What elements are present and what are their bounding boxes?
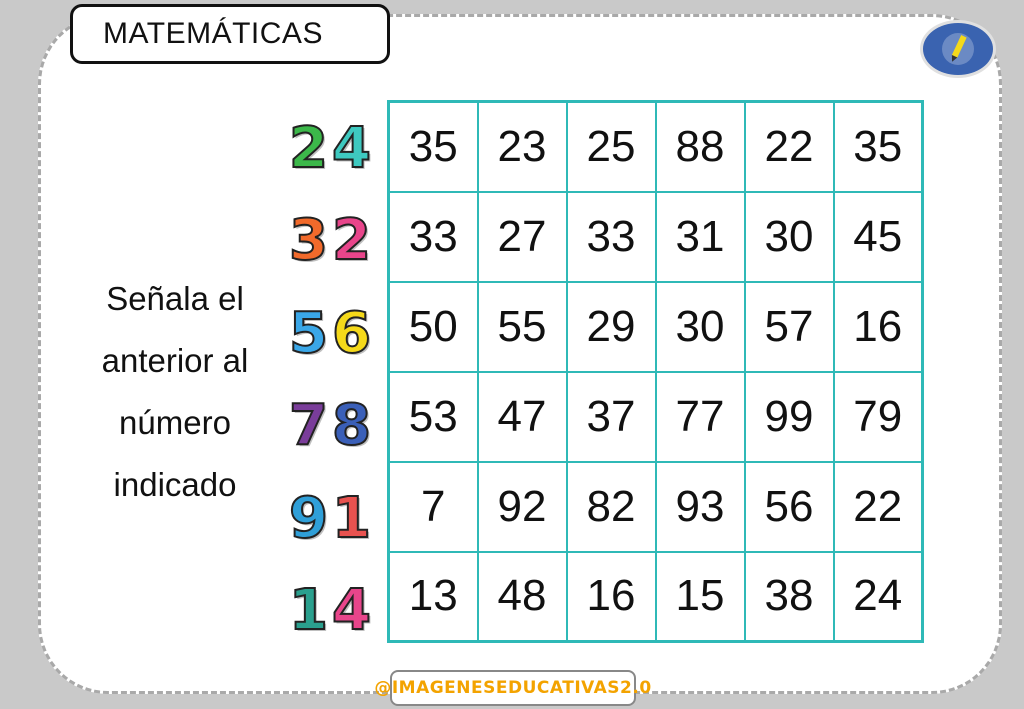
target-digit: 4: [332, 578, 371, 644]
grid-cell[interactable]: 25: [567, 102, 656, 192]
instruction-text: [70, 268, 280, 516]
grid-cell[interactable]: 37: [567, 372, 656, 462]
grid-row: [389, 102, 923, 192]
target-numbers-column: [280, 102, 380, 657]
target-digit: 2: [289, 115, 328, 181]
grid-cell[interactable]: 30: [656, 282, 745, 372]
site-logo-icon: [920, 20, 996, 78]
target-number: [280, 195, 380, 288]
instruction-line: indicado: [113, 466, 237, 503]
footer-watermark: [374, 670, 652, 706]
grid-cell[interactable]: 47: [478, 372, 567, 462]
page-title: MATEMÁTICAS: [103, 17, 323, 50]
instruction-line: anterior al: [101, 342, 249, 379]
target-digit: 6: [332, 300, 371, 366]
grid-cell[interactable]: 50: [389, 282, 478, 372]
pencil-icon: [938, 29, 978, 69]
grid-cell[interactable]: 16: [834, 282, 923, 372]
grid-cell[interactable]: 22: [745, 102, 834, 192]
target-digit: 8: [332, 393, 371, 459]
grid-cell[interactable]: 33: [567, 192, 656, 282]
grid-cell[interactable]: 53: [389, 372, 478, 462]
target-digit: 9: [289, 485, 328, 551]
grid-row: [389, 552, 923, 642]
grid-cell[interactable]: 33: [389, 192, 478, 282]
grid-cell[interactable]: 93: [656, 462, 745, 552]
grid-cell[interactable]: 79: [834, 372, 923, 462]
grid-cell[interactable]: 55: [478, 282, 567, 372]
title-box: [70, 4, 390, 64]
grid-row: [389, 192, 923, 282]
grid-row: [389, 462, 923, 552]
grid-cell[interactable]: 16: [567, 552, 656, 642]
target-digit: 7: [289, 393, 328, 459]
target-number: [280, 565, 380, 658]
target-number: [280, 102, 380, 195]
number-grid: [387, 100, 924, 643]
grid-cell[interactable]: 27: [478, 192, 567, 282]
grid-cell[interactable]: 88: [656, 102, 745, 192]
target-digit: 1: [289, 578, 328, 644]
target-number: [280, 287, 380, 380]
grid-cell[interactable]: 7: [389, 462, 478, 552]
grid-cell[interactable]: 57: [745, 282, 834, 372]
target-digit: 4: [332, 115, 371, 181]
grid-cell[interactable]: 13: [389, 552, 478, 642]
grid-cell[interactable]: 92: [478, 462, 567, 552]
grid-cell[interactable]: 56: [745, 462, 834, 552]
footer-text: @IMAGENESEDUCATIVAS2.0: [374, 678, 652, 698]
grid-cell[interactable]: 99: [745, 372, 834, 462]
grid-cell[interactable]: 31: [656, 192, 745, 282]
grid-cell[interactable]: 22: [834, 462, 923, 552]
grid-cell[interactable]: 24: [834, 552, 923, 642]
grid-cell[interactable]: 29: [567, 282, 656, 372]
target-digit: 3: [289, 208, 328, 274]
target-digit: 1: [332, 485, 371, 551]
grid-cell[interactable]: 35: [389, 102, 478, 192]
grid-cell[interactable]: 82: [567, 462, 656, 552]
grid-cell[interactable]: 45: [834, 192, 923, 282]
grid-cell[interactable]: 35: [834, 102, 923, 192]
instruction-line: número: [119, 404, 231, 441]
target-digit: 5: [289, 300, 328, 366]
grid-cell[interactable]: 30: [745, 192, 834, 282]
grid-cell[interactable]: 48: [478, 552, 567, 642]
grid-cell[interactable]: 77: [656, 372, 745, 462]
target-number: [280, 380, 380, 473]
target-number: [280, 472, 380, 565]
grid-row: [389, 282, 923, 372]
grid-cell[interactable]: 38: [745, 552, 834, 642]
grid-cell[interactable]: 23: [478, 102, 567, 192]
target-digit: 2: [332, 208, 371, 274]
grid-row: [389, 372, 923, 462]
instruction-line: Señala el: [106, 280, 244, 317]
grid-cell[interactable]: 15: [656, 552, 745, 642]
